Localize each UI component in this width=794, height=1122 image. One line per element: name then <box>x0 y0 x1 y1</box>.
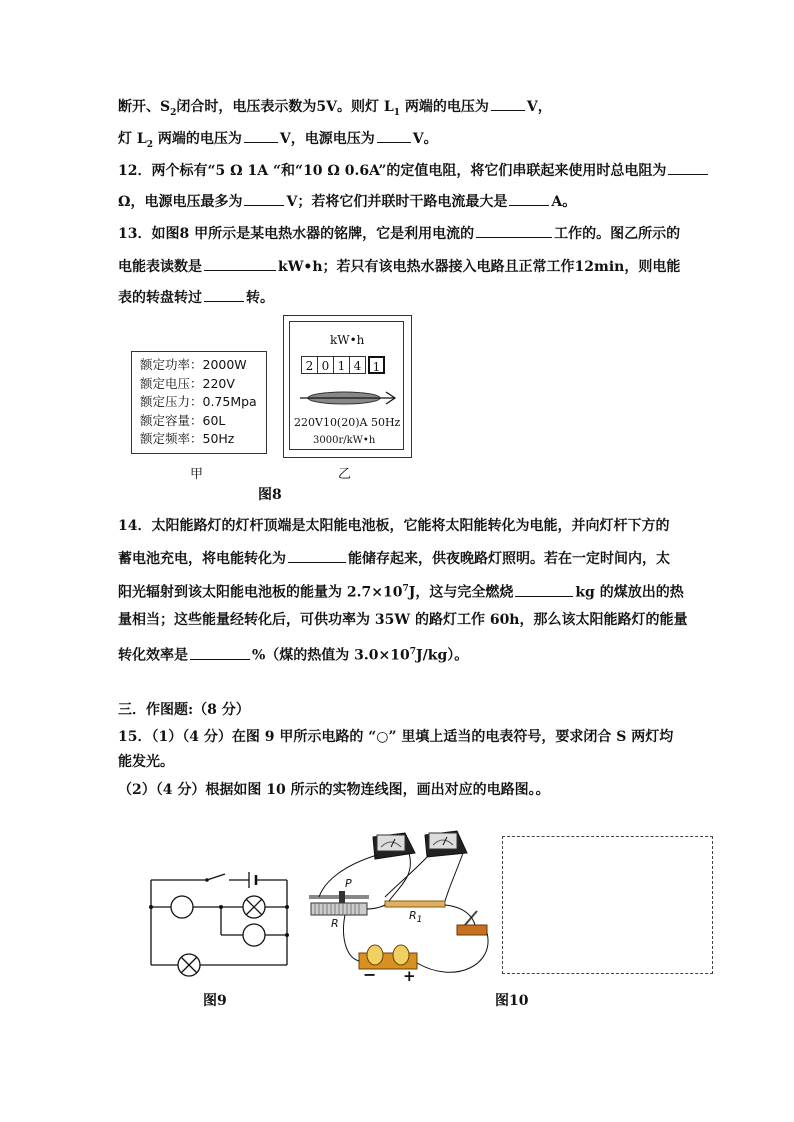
rheostat-label: R <box>331 917 339 930</box>
answer-blank[interactable] <box>515 582 573 597</box>
nameplate-row: 额定电压：220V <box>140 375 235 391</box>
answer-blank[interactable] <box>288 548 346 563</box>
resistor-label: $R_1$ <box>409 909 423 926</box>
fig8-caption: 图8 <box>258 487 282 503</box>
nameplate-row: 额定压力：0.75Mpa <box>140 394 257 410</box>
fig8-yi-caption: 乙 <box>338 467 352 482</box>
q14-line5: 转化效率是 %（煤的热值为 $3.0\times 10^7J/kg$）。 <box>118 642 468 666</box>
meter-digit: 4 <box>349 356 366 374</box>
answer-blank[interactable] <box>476 223 552 238</box>
wiring-drawing <box>305 825 495 985</box>
meter-unit: kW•h <box>330 333 365 347</box>
answer-blank[interactable] <box>244 128 278 143</box>
rheostat-icon <box>309 891 369 915</box>
q11-line2: 灯 $L_2$ 两端的电压为 V，电源电压为 V。 <box>118 128 438 155</box>
switch-icon <box>457 911 487 935</box>
fig10-wiring-photo <box>305 825 495 985</box>
q14-line4: 量相当；这些能量经转化后，可供功率为 35W 的路灯工作 60h，那么该太阳能路灯的能量 <box>118 612 688 628</box>
answer-blank[interactable] <box>491 96 525 111</box>
meter-digit: 0 <box>317 356 334 374</box>
rheostat-slider-label: P <box>345 877 352 890</box>
answer-blank[interactable] <box>377 128 411 143</box>
section3-title: 三．作图题:（8 分） <box>118 702 250 718</box>
answer-blank[interactable] <box>668 160 708 175</box>
q12-line1: 12．两个标有“5 Ω 1A “和“10 Ω 0.6A”的定值电阻，将它们串联起来使用时总电阻为 <box>118 160 710 181</box>
q12-line2: Ω，电源电压最多为 V；若将它们并联时干路电流最大是 A。 <box>118 191 576 212</box>
answer-blank[interactable] <box>190 645 250 660</box>
q13-line2: 电能表读数是 kW•h；若只有该电热水器接入电路且正常工作12min，则电能 <box>118 256 680 277</box>
fig10-caption: 图10 <box>495 993 529 1009</box>
nameplate-row: 额定频率：50Hz <box>140 431 235 447</box>
nameplate-row: 额定容量：60L <box>140 412 226 428</box>
voltmeter-icon <box>425 831 467 857</box>
fig9-circuit-diagram <box>145 870 295 980</box>
q15-line2: 能发光。 <box>118 754 174 770</box>
meter-digit: 1 <box>333 356 350 374</box>
answer-blank[interactable] <box>509 191 549 206</box>
meter-revolutions: 3000r/kW•h <box>313 435 376 446</box>
energy-meter <box>283 315 412 458</box>
meter-digit: 2 <box>301 356 318 374</box>
meter-digits <box>301 356 384 374</box>
q15-line1: 15．（1）（4 分）在图 9 甲所示电路的 “○” 里填上适当的电表符号，要求闭合 S 两灯均 <box>118 729 674 745</box>
circuit-answer-box[interactable] <box>502 836 713 974</box>
q15-line3: （2）（4 分）根据如图 10 所示的实物连线图，画出对应的电路图。。 <box>118 782 550 798</box>
answer-blank[interactable] <box>204 287 244 302</box>
fig8-jia-caption: 甲 <box>190 467 204 482</box>
battery-minus-label: − <box>363 965 377 984</box>
meter-disc-icon <box>296 386 399 410</box>
q13-line1: 13．如图8 甲所示是某电热水器的铭牌，它是利用电流的 工作的。图乙所示的 <box>118 223 680 244</box>
heater-nameplate <box>131 351 267 454</box>
meter-rating: 220V10(20)A 50Hz <box>294 416 401 429</box>
energy-meter-face <box>289 321 404 450</box>
q11-line1: 断开、$S_2$闭合时，电压表示数为5V。则灯 $L_1$ 两端的电压为 V， <box>118 96 552 123</box>
fig9-caption: 图9 <box>203 993 227 1009</box>
q14-line3: 阳光辐射到该太阳能电池板的能量为 $2.7\times 10^7J$，这与完全燃烧 kg 的煤放出的热 <box>118 579 684 603</box>
nameplate-row: 额定功率：2000W <box>140 357 247 372</box>
ammeter-icon <box>373 833 415 859</box>
resistor-icon <box>385 901 445 907</box>
q13-line3: 表的转盘转过 转。 <box>118 287 274 308</box>
meter-digit-decimal: 1 <box>368 356 385 374</box>
q14-line2: 蓄电池充电，将电能转化为 能储存起来，供夜晚路灯照明。若在一定时间内，太 <box>118 548 670 569</box>
q14-line1: 14．太阳能路灯的灯杆顶端是太阳能电池板，它能将太阳能转化为电能，并向灯杆下方的 <box>118 518 670 534</box>
answer-blank[interactable] <box>244 191 284 206</box>
answer-blank[interactable] <box>204 256 276 271</box>
battery-plus-label: + <box>403 967 416 985</box>
